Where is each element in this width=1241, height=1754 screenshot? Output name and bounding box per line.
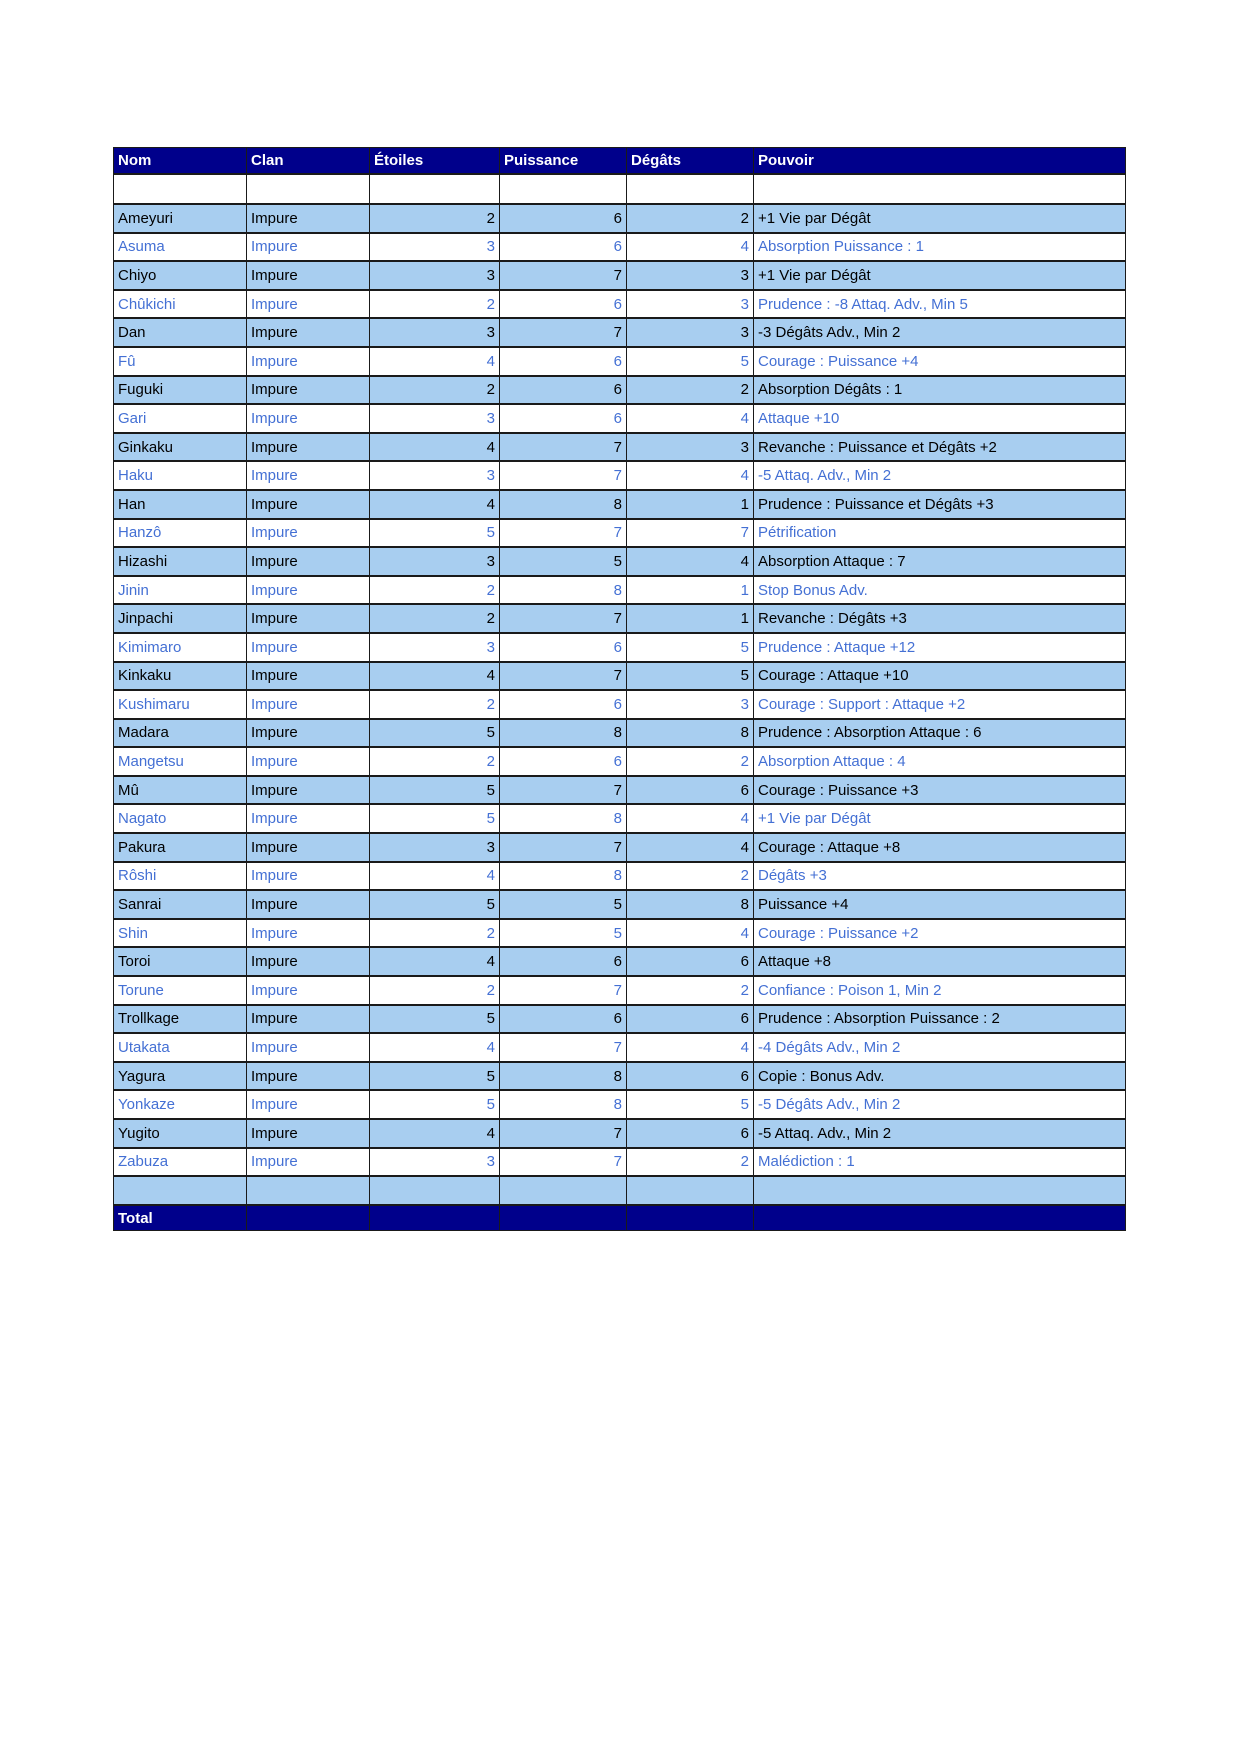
cell-puissance: 7 bbox=[500, 433, 627, 462]
cell-clan: Impure bbox=[247, 1119, 370, 1148]
table-row bbox=[114, 1090, 1126, 1119]
cell-pouvoir: Malédiction : 1 bbox=[754, 1148, 1126, 1177]
cell-pouvoir: Puissance +4 bbox=[754, 890, 1126, 919]
table-row bbox=[114, 1148, 1126, 1177]
cell-puissance: 8 bbox=[500, 576, 627, 605]
cell-clan: Impure bbox=[247, 204, 370, 233]
table-row bbox=[114, 576, 1126, 605]
cell-etoiles: 2 bbox=[370, 376, 500, 405]
cell-puissance: 8 bbox=[500, 804, 627, 833]
cell-clan: Impure bbox=[247, 890, 370, 919]
cell-clan: Impure bbox=[247, 1062, 370, 1091]
column-header-nom: Nom bbox=[114, 148, 247, 175]
cell-clan: Impure bbox=[247, 604, 370, 633]
cell-puissance: 5 bbox=[500, 890, 627, 919]
cell-clan: Impure bbox=[247, 947, 370, 976]
cell-puissance: 7 bbox=[500, 318, 627, 347]
cell-clan: Impure bbox=[247, 804, 370, 833]
cell-puissance: 5 bbox=[500, 547, 627, 576]
cell-degats: 2 bbox=[627, 204, 754, 233]
cell-puissance: 7 bbox=[500, 1119, 627, 1148]
cell-degats: 1 bbox=[627, 576, 754, 605]
cell-nom: Hanzô bbox=[114, 519, 247, 548]
cell-nom: Zabuza bbox=[114, 1148, 247, 1177]
table-row bbox=[114, 1062, 1126, 1091]
table-row bbox=[114, 747, 1126, 776]
cell-pouvoir: Pétrification bbox=[754, 519, 1126, 548]
cell-etoiles: 3 bbox=[370, 404, 500, 433]
cell-nom: Trollkage bbox=[114, 1005, 247, 1034]
cell-degats: 3 bbox=[627, 690, 754, 719]
cell-etoiles: 2 bbox=[370, 976, 500, 1005]
cell-pouvoir: -4 Dégâts Adv., Min 2 bbox=[754, 1033, 1126, 1062]
cell-nom: Han bbox=[114, 490, 247, 519]
cell-degats: 5 bbox=[627, 633, 754, 662]
cell-etoiles: 2 bbox=[370, 604, 500, 633]
cell-etoiles: 5 bbox=[370, 719, 500, 748]
cell-etoiles: 3 bbox=[370, 318, 500, 347]
cell-nom: Mangetsu bbox=[114, 747, 247, 776]
cell-puissance: 7 bbox=[500, 461, 627, 490]
cell-pouvoir: Courage : Attaque +8 bbox=[754, 833, 1126, 862]
cell-nom: Fû bbox=[114, 347, 247, 376]
cell-degats: 5 bbox=[627, 1090, 754, 1119]
cell-degats: 3 bbox=[627, 261, 754, 290]
cell-etoiles: 2 bbox=[370, 204, 500, 233]
cell-etoiles: 2 bbox=[370, 747, 500, 776]
cell-etoiles: 5 bbox=[370, 1090, 500, 1119]
cell-etoiles: 3 bbox=[370, 633, 500, 662]
table-row bbox=[114, 804, 1126, 833]
empty-row-top bbox=[114, 174, 1126, 204]
cell-etoiles: 2 bbox=[370, 919, 500, 948]
cell-clan: Impure bbox=[247, 1148, 370, 1177]
cell-nom: Pakura bbox=[114, 833, 247, 862]
table-row bbox=[114, 862, 1126, 891]
card-table bbox=[113, 147, 1126, 1231]
cell-pouvoir: Prudence : Absorption Puissance : 2 bbox=[754, 1005, 1126, 1034]
cell-etoiles: 4 bbox=[370, 1033, 500, 1062]
table-row bbox=[114, 233, 1126, 262]
cell-degats: 1 bbox=[627, 604, 754, 633]
cell-nom: Yagura bbox=[114, 1062, 247, 1091]
cell-nom: Yonkaze bbox=[114, 1090, 247, 1119]
empty-row-bottom bbox=[114, 1176, 1126, 1205]
table-row bbox=[114, 318, 1126, 347]
cell-clan: Impure bbox=[247, 404, 370, 433]
cell-clan: Impure bbox=[247, 490, 370, 519]
cell-pouvoir: Attaque +8 bbox=[754, 947, 1126, 976]
table-row bbox=[114, 1119, 1126, 1148]
cell-pouvoir: Courage : Puissance +4 bbox=[754, 347, 1126, 376]
cell-pouvoir: +1 Vie par Dégât bbox=[754, 804, 1126, 833]
cell-pouvoir: Absorption Dégâts : 1 bbox=[754, 376, 1126, 405]
cell-degats: 6 bbox=[627, 1119, 754, 1148]
cell-puissance: 7 bbox=[500, 1148, 627, 1177]
cell-degats: 2 bbox=[627, 747, 754, 776]
cell-puissance: 6 bbox=[500, 290, 627, 319]
table-row bbox=[114, 204, 1126, 233]
cell-etoiles: 2 bbox=[370, 290, 500, 319]
cell-pouvoir: +1 Vie par Dégât bbox=[754, 261, 1126, 290]
cell-nom: Kinkaku bbox=[114, 662, 247, 691]
cell-pouvoir: Courage : Puissance +2 bbox=[754, 919, 1126, 948]
table-row bbox=[114, 604, 1126, 633]
column-header-degats: Dégâts bbox=[627, 148, 754, 175]
cell-pouvoir: Stop Bonus Adv. bbox=[754, 576, 1126, 605]
cell-pouvoir: -5 Attaq. Adv., Min 2 bbox=[754, 461, 1126, 490]
table-row bbox=[114, 662, 1126, 691]
cell-etoiles: 3 bbox=[370, 1148, 500, 1177]
cell-clan: Impure bbox=[247, 833, 370, 862]
cell-degats: 5 bbox=[627, 347, 754, 376]
cell-nom: Chiyo bbox=[114, 261, 247, 290]
cell-puissance: 6 bbox=[500, 947, 627, 976]
cell-nom: Jinin bbox=[114, 576, 247, 605]
cell-pouvoir: +1 Vie par Dégât bbox=[754, 204, 1126, 233]
cell-degats: 4 bbox=[627, 833, 754, 862]
cell-pouvoir: -5 Attaq. Adv., Min 2 bbox=[754, 1119, 1126, 1148]
cell-pouvoir: Prudence : Puissance et Dégâts +3 bbox=[754, 490, 1126, 519]
total-row bbox=[114, 1205, 1126, 1231]
cell-puissance: 8 bbox=[500, 490, 627, 519]
cell-pouvoir: Absorption Attaque : 7 bbox=[754, 547, 1126, 576]
cell-puissance: 6 bbox=[500, 1005, 627, 1034]
table-row bbox=[114, 490, 1126, 519]
cell-clan: Impure bbox=[247, 547, 370, 576]
cell-etoiles: 5 bbox=[370, 804, 500, 833]
cell-degats: 3 bbox=[627, 318, 754, 347]
cell-etoiles: 3 bbox=[370, 461, 500, 490]
table-row bbox=[114, 976, 1126, 1005]
cell-clan: Impure bbox=[247, 633, 370, 662]
cell-clan: Impure bbox=[247, 862, 370, 891]
table-row bbox=[114, 890, 1126, 919]
table-row bbox=[114, 376, 1126, 405]
cell-degats: 5 bbox=[627, 662, 754, 691]
cell-degats: 4 bbox=[627, 547, 754, 576]
cell-clan: Impure bbox=[247, 290, 370, 319]
cell-nom: Madara bbox=[114, 719, 247, 748]
table-row bbox=[114, 776, 1126, 805]
cell-etoiles: 3 bbox=[370, 261, 500, 290]
cell-degats: 4 bbox=[627, 461, 754, 490]
cell-puissance: 7 bbox=[500, 662, 627, 691]
cell-clan: Impure bbox=[247, 347, 370, 376]
cell-puissance: 6 bbox=[500, 233, 627, 262]
cell-clan: Impure bbox=[247, 662, 370, 691]
cell-degats: 4 bbox=[627, 804, 754, 833]
cell-puissance: 6 bbox=[500, 376, 627, 405]
cell-degats: 2 bbox=[627, 1148, 754, 1177]
cell-clan: Impure bbox=[247, 1005, 370, 1034]
cell-pouvoir: Revanche : Dégâts +3 bbox=[754, 604, 1126, 633]
cell-puissance: 6 bbox=[500, 633, 627, 662]
table-row bbox=[114, 547, 1126, 576]
cell-clan: Impure bbox=[247, 719, 370, 748]
cell-nom: Hizashi bbox=[114, 547, 247, 576]
cell-etoiles: 5 bbox=[370, 1005, 500, 1034]
cell-etoiles: 4 bbox=[370, 947, 500, 976]
cell-etoiles: 4 bbox=[370, 662, 500, 691]
table-row bbox=[114, 261, 1126, 290]
table-row bbox=[114, 1033, 1126, 1062]
cell-nom: Torune bbox=[114, 976, 247, 1005]
cell-degats: 4 bbox=[627, 1033, 754, 1062]
cell-etoiles: 5 bbox=[370, 519, 500, 548]
table-row bbox=[114, 433, 1126, 462]
cell-degats: 4 bbox=[627, 919, 754, 948]
column-header-puissance: Puissance bbox=[500, 148, 627, 175]
cell-etoiles: 3 bbox=[370, 833, 500, 862]
cell-clan: Impure bbox=[247, 519, 370, 548]
cell-nom: Sanrai bbox=[114, 890, 247, 919]
cell-nom: Chûkichi bbox=[114, 290, 247, 319]
cell-pouvoir: Prudence : Attaque +12 bbox=[754, 633, 1126, 662]
table-row bbox=[114, 633, 1126, 662]
table-row bbox=[114, 919, 1126, 948]
column-header-pouvoir: Pouvoir bbox=[754, 148, 1126, 175]
cell-degats: 4 bbox=[627, 404, 754, 433]
table-row bbox=[114, 404, 1126, 433]
cell-nom: Toroi bbox=[114, 947, 247, 976]
cell-clan: Impure bbox=[247, 747, 370, 776]
cell-clan: Impure bbox=[247, 776, 370, 805]
cell-puissance: 7 bbox=[500, 261, 627, 290]
cell-degats: 4 bbox=[627, 233, 754, 262]
cell-pouvoir: Revanche : Puissance et Dégâts +2 bbox=[754, 433, 1126, 462]
cell-clan: Impure bbox=[247, 976, 370, 1005]
cell-degats: 6 bbox=[627, 1005, 754, 1034]
cell-clan: Impure bbox=[247, 318, 370, 347]
cell-nom: Gari bbox=[114, 404, 247, 433]
cell-etoiles: 4 bbox=[370, 490, 500, 519]
cell-puissance: 6 bbox=[500, 204, 627, 233]
cell-nom: Nagato bbox=[114, 804, 247, 833]
cell-clan: Impure bbox=[247, 690, 370, 719]
cell-puissance: 8 bbox=[500, 1090, 627, 1119]
table-row bbox=[114, 947, 1126, 976]
cell-puissance: 7 bbox=[500, 1033, 627, 1062]
cell-nom: Kushimaru bbox=[114, 690, 247, 719]
cell-pouvoir: -3 Dégâts Adv., Min 2 bbox=[754, 318, 1126, 347]
cell-degats: 8 bbox=[627, 719, 754, 748]
cell-pouvoir: Copie : Bonus Adv. bbox=[754, 1062, 1126, 1091]
cell-clan: Impure bbox=[247, 261, 370, 290]
cell-pouvoir: Absorption Attaque : 4 bbox=[754, 747, 1126, 776]
cell-puissance: 6 bbox=[500, 347, 627, 376]
cell-degats: 6 bbox=[627, 947, 754, 976]
cell-puissance: 7 bbox=[500, 604, 627, 633]
cell-clan: Impure bbox=[247, 461, 370, 490]
cell-etoiles: 3 bbox=[370, 547, 500, 576]
cell-degats: 7 bbox=[627, 519, 754, 548]
cell-pouvoir: Courage : Attaque +10 bbox=[754, 662, 1126, 691]
cell-puissance: 8 bbox=[500, 719, 627, 748]
cell-degats: 2 bbox=[627, 862, 754, 891]
total-label: Total bbox=[114, 1205, 247, 1231]
cell-clan: Impure bbox=[247, 433, 370, 462]
cell-degats: 8 bbox=[627, 890, 754, 919]
cell-etoiles: 3 bbox=[370, 233, 500, 262]
cell-degats: 2 bbox=[627, 376, 754, 405]
header-row bbox=[114, 148, 1126, 175]
cell-puissance: 7 bbox=[500, 519, 627, 548]
cell-nom: Utakata bbox=[114, 1033, 247, 1062]
cell-etoiles: 4 bbox=[370, 347, 500, 376]
cell-degats: 3 bbox=[627, 433, 754, 462]
table-row bbox=[114, 833, 1126, 862]
cell-nom: Shin bbox=[114, 919, 247, 948]
cell-etoiles: 5 bbox=[370, 890, 500, 919]
cell-degats: 2 bbox=[627, 976, 754, 1005]
cell-puissance: 7 bbox=[500, 833, 627, 862]
cell-etoiles: 4 bbox=[370, 862, 500, 891]
cell-puissance: 6 bbox=[500, 404, 627, 433]
cell-nom: Ginkaku bbox=[114, 433, 247, 462]
cell-pouvoir: Prudence : -8 Attaq. Adv., Min 5 bbox=[754, 290, 1126, 319]
cell-etoiles: 2 bbox=[370, 576, 500, 605]
cell-nom: Kimimaro bbox=[114, 633, 247, 662]
cell-nom: Fuguki bbox=[114, 376, 247, 405]
cell-clan: Impure bbox=[247, 1033, 370, 1062]
table-row bbox=[114, 1005, 1126, 1034]
table-row bbox=[114, 290, 1126, 319]
cell-pouvoir: Courage : Support : Attaque +2 bbox=[754, 690, 1126, 719]
column-header-clan: Clan bbox=[247, 148, 370, 175]
cell-pouvoir: Confiance : Poison 1, Min 2 bbox=[754, 976, 1126, 1005]
table-row bbox=[114, 519, 1126, 548]
cell-pouvoir: Absorption Puissance : 1 bbox=[754, 233, 1126, 262]
cell-pouvoir: Dégâts +3 bbox=[754, 862, 1126, 891]
cell-clan: Impure bbox=[247, 376, 370, 405]
cell-nom: Asuma bbox=[114, 233, 247, 262]
cell-degats: 3 bbox=[627, 290, 754, 319]
cell-puissance: 7 bbox=[500, 976, 627, 1005]
cell-pouvoir: Prudence : Absorption Attaque : 6 bbox=[754, 719, 1126, 748]
column-header-etoiles: Étoiles bbox=[370, 148, 500, 175]
cell-nom: Haku bbox=[114, 461, 247, 490]
cell-puissance: 6 bbox=[500, 747, 627, 776]
cell-puissance: 6 bbox=[500, 690, 627, 719]
cell-pouvoir: Attaque +10 bbox=[754, 404, 1126, 433]
cell-puissance: 8 bbox=[500, 862, 627, 891]
cell-pouvoir: -5 Dégâts Adv., Min 2 bbox=[754, 1090, 1126, 1119]
table-body bbox=[114, 174, 1126, 1176]
cell-nom: Ameyuri bbox=[114, 204, 247, 233]
cell-degats: 1 bbox=[627, 490, 754, 519]
cell-puissance: 8 bbox=[500, 1062, 627, 1091]
cell-nom: Rôshi bbox=[114, 862, 247, 891]
table-row bbox=[114, 690, 1126, 719]
cell-degats: 6 bbox=[627, 1062, 754, 1091]
table-row bbox=[114, 347, 1126, 376]
cell-clan: Impure bbox=[247, 919, 370, 948]
table-row bbox=[114, 719, 1126, 748]
cell-clan: Impure bbox=[247, 576, 370, 605]
table-row bbox=[114, 461, 1126, 490]
cell-puissance: 5 bbox=[500, 919, 627, 948]
cell-clan: Impure bbox=[247, 233, 370, 262]
cell-nom: Jinpachi bbox=[114, 604, 247, 633]
cell-etoiles: 4 bbox=[370, 1119, 500, 1148]
cell-etoiles: 4 bbox=[370, 433, 500, 462]
cell-pouvoir: Courage : Puissance +3 bbox=[754, 776, 1126, 805]
cell-etoiles: 2 bbox=[370, 690, 500, 719]
cell-nom: Yugito bbox=[114, 1119, 247, 1148]
cell-nom: Dan bbox=[114, 318, 247, 347]
cell-degats: 6 bbox=[627, 776, 754, 805]
cell-puissance: 7 bbox=[500, 776, 627, 805]
cell-etoiles: 5 bbox=[370, 1062, 500, 1091]
cell-etoiles: 5 bbox=[370, 776, 500, 805]
cell-clan: Impure bbox=[247, 1090, 370, 1119]
cell-nom: Mû bbox=[114, 776, 247, 805]
